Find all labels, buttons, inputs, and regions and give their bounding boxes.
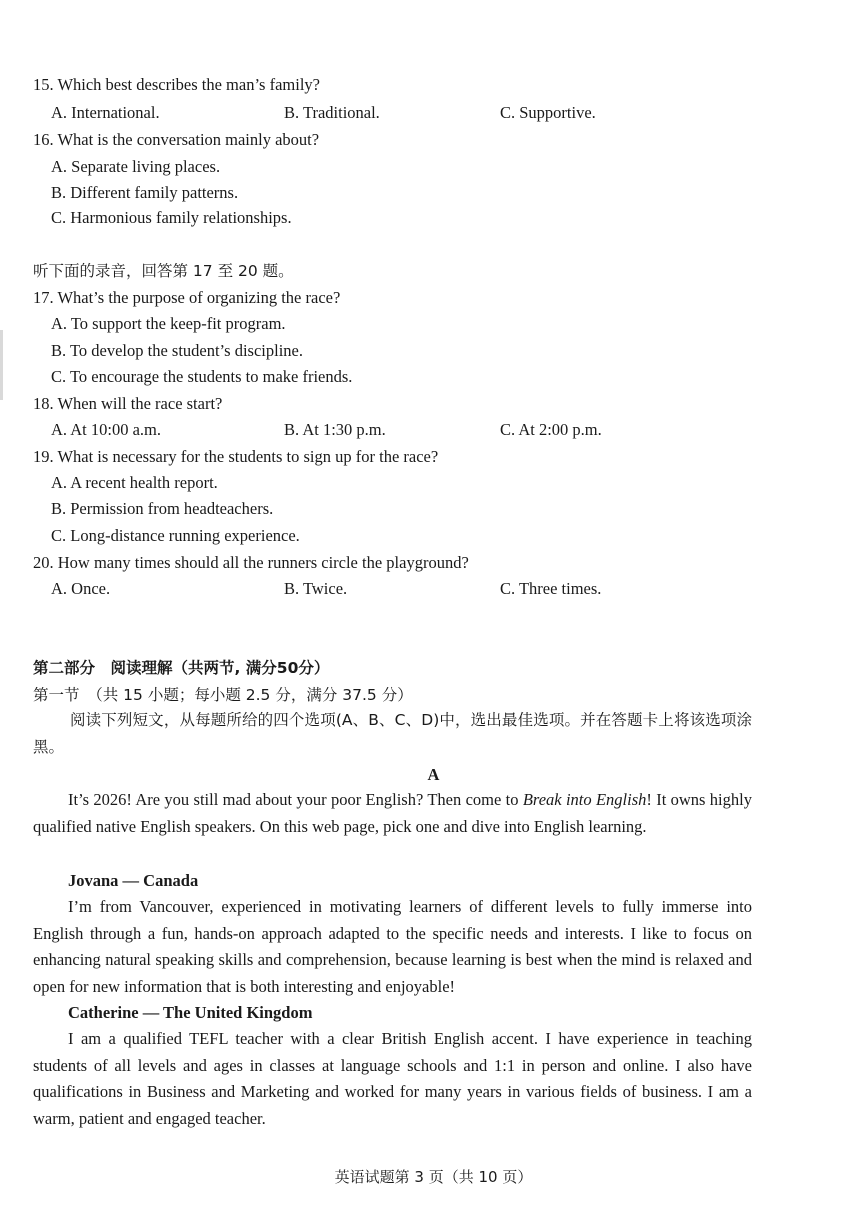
scan-edge-mark: [0, 330, 3, 400]
teacher-2-description: I am a qualified TEFL teacher with a clear British English accent. I have experience in teaching students of all levels and ages in classes at language schools and 1:1 in person and online. I also have qualifications in Business and Marketing and worked for many years in various fields of business. I am a warm, patient and engaged teacher.: [33, 1029, 752, 1128]
website-name: Break into English: [522, 790, 647, 809]
question-19-option-b: B. Permission from headteachers.: [51, 499, 274, 518]
question-16-option-c: C. Harmonious family relationships.: [51, 208, 292, 227]
question-15-option-c: C. Supportive.: [500, 103, 596, 122]
part-two-title: 第二部分 阅读理解（共两节, 满分50分）: [33, 659, 330, 677]
question-20-stem: 20. How many times should all the runners circle the playground?: [33, 553, 469, 572]
question-19-option-a: A. A recent health report.: [51, 473, 218, 492]
question-15-option-b: B. Traditional.: [284, 103, 380, 122]
question-15-stem: 15. Which best describes the man’s family?: [33, 75, 320, 94]
question-16-option-b: B. Different family patterns.: [51, 183, 239, 202]
page-footer: 英语试题第 3 页（共 10 页）: [334, 1168, 533, 1186]
question-16-option-a: A. Separate living places.: [51, 157, 221, 176]
passage-letter: A: [427, 765, 440, 784]
question-17-option-b: B. To develop the student’s discipline.: [51, 341, 303, 360]
question-15-option-a: A. International.: [51, 103, 160, 122]
question-20-option-b: B. Twice.: [284, 579, 348, 598]
passage-intro: [33, 787, 752, 840]
section-one-heading: 第一节 （共 15 小题；每小题 2.5 分，满分 37.5 分）: [33, 686, 413, 704]
question-18-option-a: A. At 10:00 a.m.: [51, 420, 161, 439]
teacher-2-name: Catherine — The United Kingdom: [68, 1003, 313, 1022]
question-17-option-a: A. To support the keep-fit program.: [51, 314, 286, 333]
passage-intro-start: It’s 2026! Are you still mad about your poor English? Then come to: [68, 790, 523, 809]
question-20-option-c: C. Three times.: [500, 579, 602, 598]
passage-intro-end: ! It owns highly qualified native English speakers. On this web page, pick one and dive into English learning.: [33, 790, 752, 836]
question-18-option-c: C. At 2:00 p.m.: [500, 420, 602, 439]
question-16-stem: 16. What is the conversation mainly about?: [33, 130, 320, 149]
question-18-stem: 18. When will the race start?: [33, 394, 223, 413]
teacher-1-name: Jovana — Canada: [68, 871, 199, 890]
teacher-1-description: I’m from Vancouver, experienced in motivating learners of different levels to fully immerse into English through a fun, hands-on approach adapted to the specific needs and interests. I like to focus on enhancing natural speaking skills and comprehension, because learning is best when the mind is relaxed and open for new information that is both interesting and enjoyable!: [33, 897, 752, 996]
question-19-option-c: C. Long-distance running experience.: [51, 526, 300, 545]
listening-section-heading: 听下面的录音，回答第 17 至 20 题。: [33, 262, 294, 280]
question-17-stem: 17. What’s the purpose of organizing the race?: [33, 288, 341, 307]
question-18-option-b: B. At 1:30 p.m.: [284, 420, 386, 439]
question-19-stem: 19. What is necessary for the students to sign up for the race?: [33, 447, 439, 466]
reading-instruction: 阅读下列短文，从每题所给的四个选项(A、B、C、D)中，选出最佳选项。并在答题卡上将该选项涂黑。: [33, 711, 752, 756]
question-20-option-a: A. Once.: [51, 579, 111, 598]
question-17-option-c: C. To encourage the students to make friends.: [51, 367, 353, 386]
